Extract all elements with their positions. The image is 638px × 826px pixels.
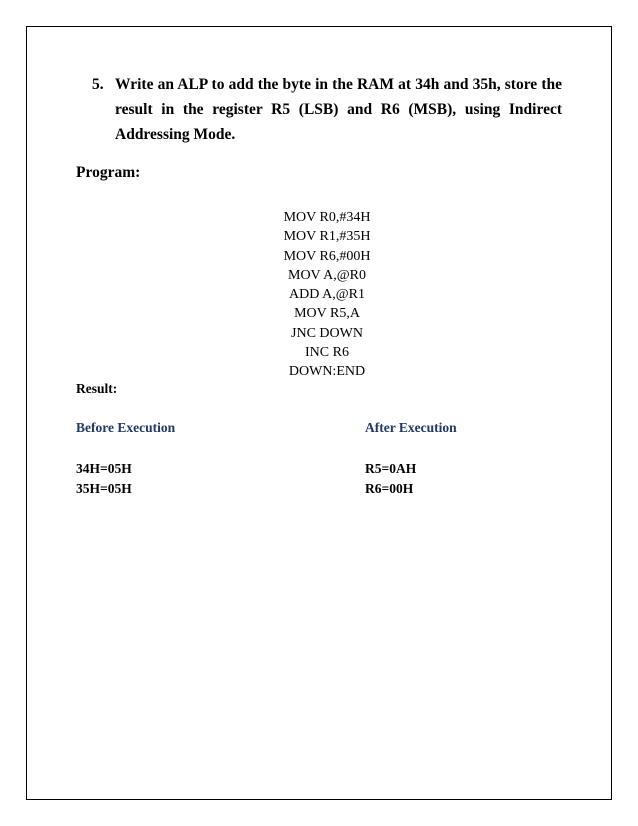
code-line: ADD A,@R1 <box>289 287 365 303</box>
before-values <box>76 459 132 499</box>
after-value: R6=00H <box>365 481 414 496</box>
after-execution-heading: After Execution <box>365 420 457 435</box>
code-line: MOV R0,#34H <box>283 210 371 225</box>
code-line: MOV R5,A <box>294 306 360 322</box>
code-line: MOV A,@R0 <box>288 267 366 283</box>
code-line: INC R6 <box>305 345 349 361</box>
code-line: JNC DOWN <box>291 325 363 341</box>
code-line: MOV R6,#00H <box>283 248 371 264</box>
question-number: 5. <box>92 76 104 93</box>
after-values <box>365 459 416 499</box>
question <box>92 72 562 147</box>
before-value: 35H=05H <box>76 481 132 496</box>
code-listing <box>227 208 427 382</box>
before-value: 34H=05H <box>76 461 132 476</box>
before-execution-heading: Before Execution <box>76 420 176 435</box>
question-text: Write an ALP to add the byte in the RAM at 34h and 35h, store the result in the register R5 (LSB) and R6 (MSB), using Indirect Addressing Mode. <box>115 76 562 143</box>
code-line: MOV R1,#35H <box>283 229 371 245</box>
program-label: Program: <box>76 164 141 181</box>
after-value: R5=0AH <box>365 461 417 476</box>
result-label: Result: <box>76 381 118 396</box>
code-line: DOWN:END <box>288 364 366 380</box>
